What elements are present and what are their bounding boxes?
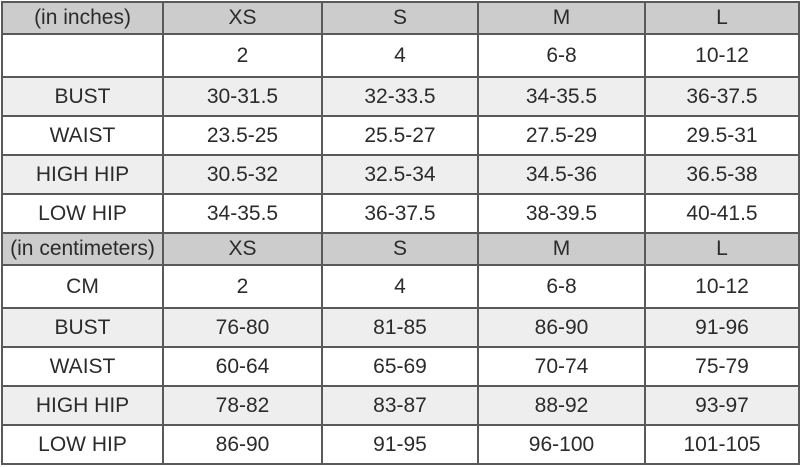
table-cell: 36-37.5 [645,77,799,116]
table-cell: 34.5-36 [478,155,645,194]
table-row-low-hip-cm [2,425,799,464]
table-cell: 30.5-32 [163,155,322,194]
unit-label-centimeters: (in centimeters) [2,233,163,265]
table-cell: 70-74 [478,347,645,386]
table-row-high-hip-cm [2,386,799,425]
table-cell: 29.5-31 [645,116,799,155]
table-cell: 75-79 [645,347,799,386]
table-cell: 96-100 [478,425,645,464]
row-label: LOW HIP [2,194,163,233]
row-label: BUST [2,308,163,347]
table-cell: 2 [163,265,322,308]
table-cell: 34-35.5 [163,194,322,233]
table-cell: 40-41.5 [645,194,799,233]
size-header-l: L [645,233,799,265]
row-label: LOW HIP [2,425,163,464]
table-cell: 10-12 [645,265,799,308]
table-cell: 76-80 [163,308,322,347]
unit-label-inches: (in inches) [2,2,163,34]
table-cell: 101-105 [645,425,799,464]
table-cell: 91-95 [322,425,478,464]
table-cell: 25.5-27 [322,116,478,155]
table-cell: 60-64 [163,347,322,386]
table-row-waist-inches [2,116,799,155]
table-cell: 32.5-34 [322,155,478,194]
row-label: HIGH HIP [2,386,163,425]
table-row-bust-cm [2,308,799,347]
table-cell: 4 [322,265,478,308]
table-cell: 10-12 [645,34,799,77]
row-label: WAIST [2,116,163,155]
table-row-us-sizes-inches [2,34,799,77]
size-header-s: S [322,233,478,265]
table-cell: 27.5-29 [478,116,645,155]
table-row-us-sizes-cm [2,265,799,308]
table-cell: 30-31.5 [163,77,322,116]
table-cell: 86-90 [478,308,645,347]
table-row-waist-cm [2,347,799,386]
table-cell: 81-85 [322,308,478,347]
size-header-xs: XS [163,233,322,265]
table-cell: 23.5-25 [163,116,322,155]
section-header-row-centimeters [2,233,799,265]
row-label: WAIST [2,347,163,386]
table-cell: 91-96 [645,308,799,347]
table-cell: 34-35.5 [478,77,645,116]
table-cell: 78-82 [163,386,322,425]
table-row-high-hip-inches [2,155,799,194]
table-cell: 86-90 [163,425,322,464]
row-label: BUST [2,77,163,116]
size-chart-table [1,1,800,465]
table-cell: 2 [163,34,322,77]
table-cell: 4 [322,34,478,77]
row-label [2,34,163,77]
table-row-low-hip-inches [2,194,799,233]
table-cell: 38-39.5 [478,194,645,233]
table-cell: 93-97 [645,386,799,425]
size-header-s: S [322,2,478,34]
table-cell: 65-69 [322,347,478,386]
table-cell: 6-8 [478,265,645,308]
table-cell: 88-92 [478,386,645,425]
row-label: CM [2,265,163,308]
size-header-l: L [645,2,799,34]
table-cell: 36.5-38 [645,155,799,194]
table-row-bust-inches [2,77,799,116]
table-cell: 36-37.5 [322,194,478,233]
table-cell: 32-33.5 [322,77,478,116]
size-header-xs: XS [163,2,322,34]
table-cell: 83-87 [322,386,478,425]
row-label: HIGH HIP [2,155,163,194]
table-cell: 6-8 [478,34,645,77]
section-header-row-inches [2,2,799,34]
size-header-m: M [478,233,645,265]
size-header-m: M [478,2,645,34]
